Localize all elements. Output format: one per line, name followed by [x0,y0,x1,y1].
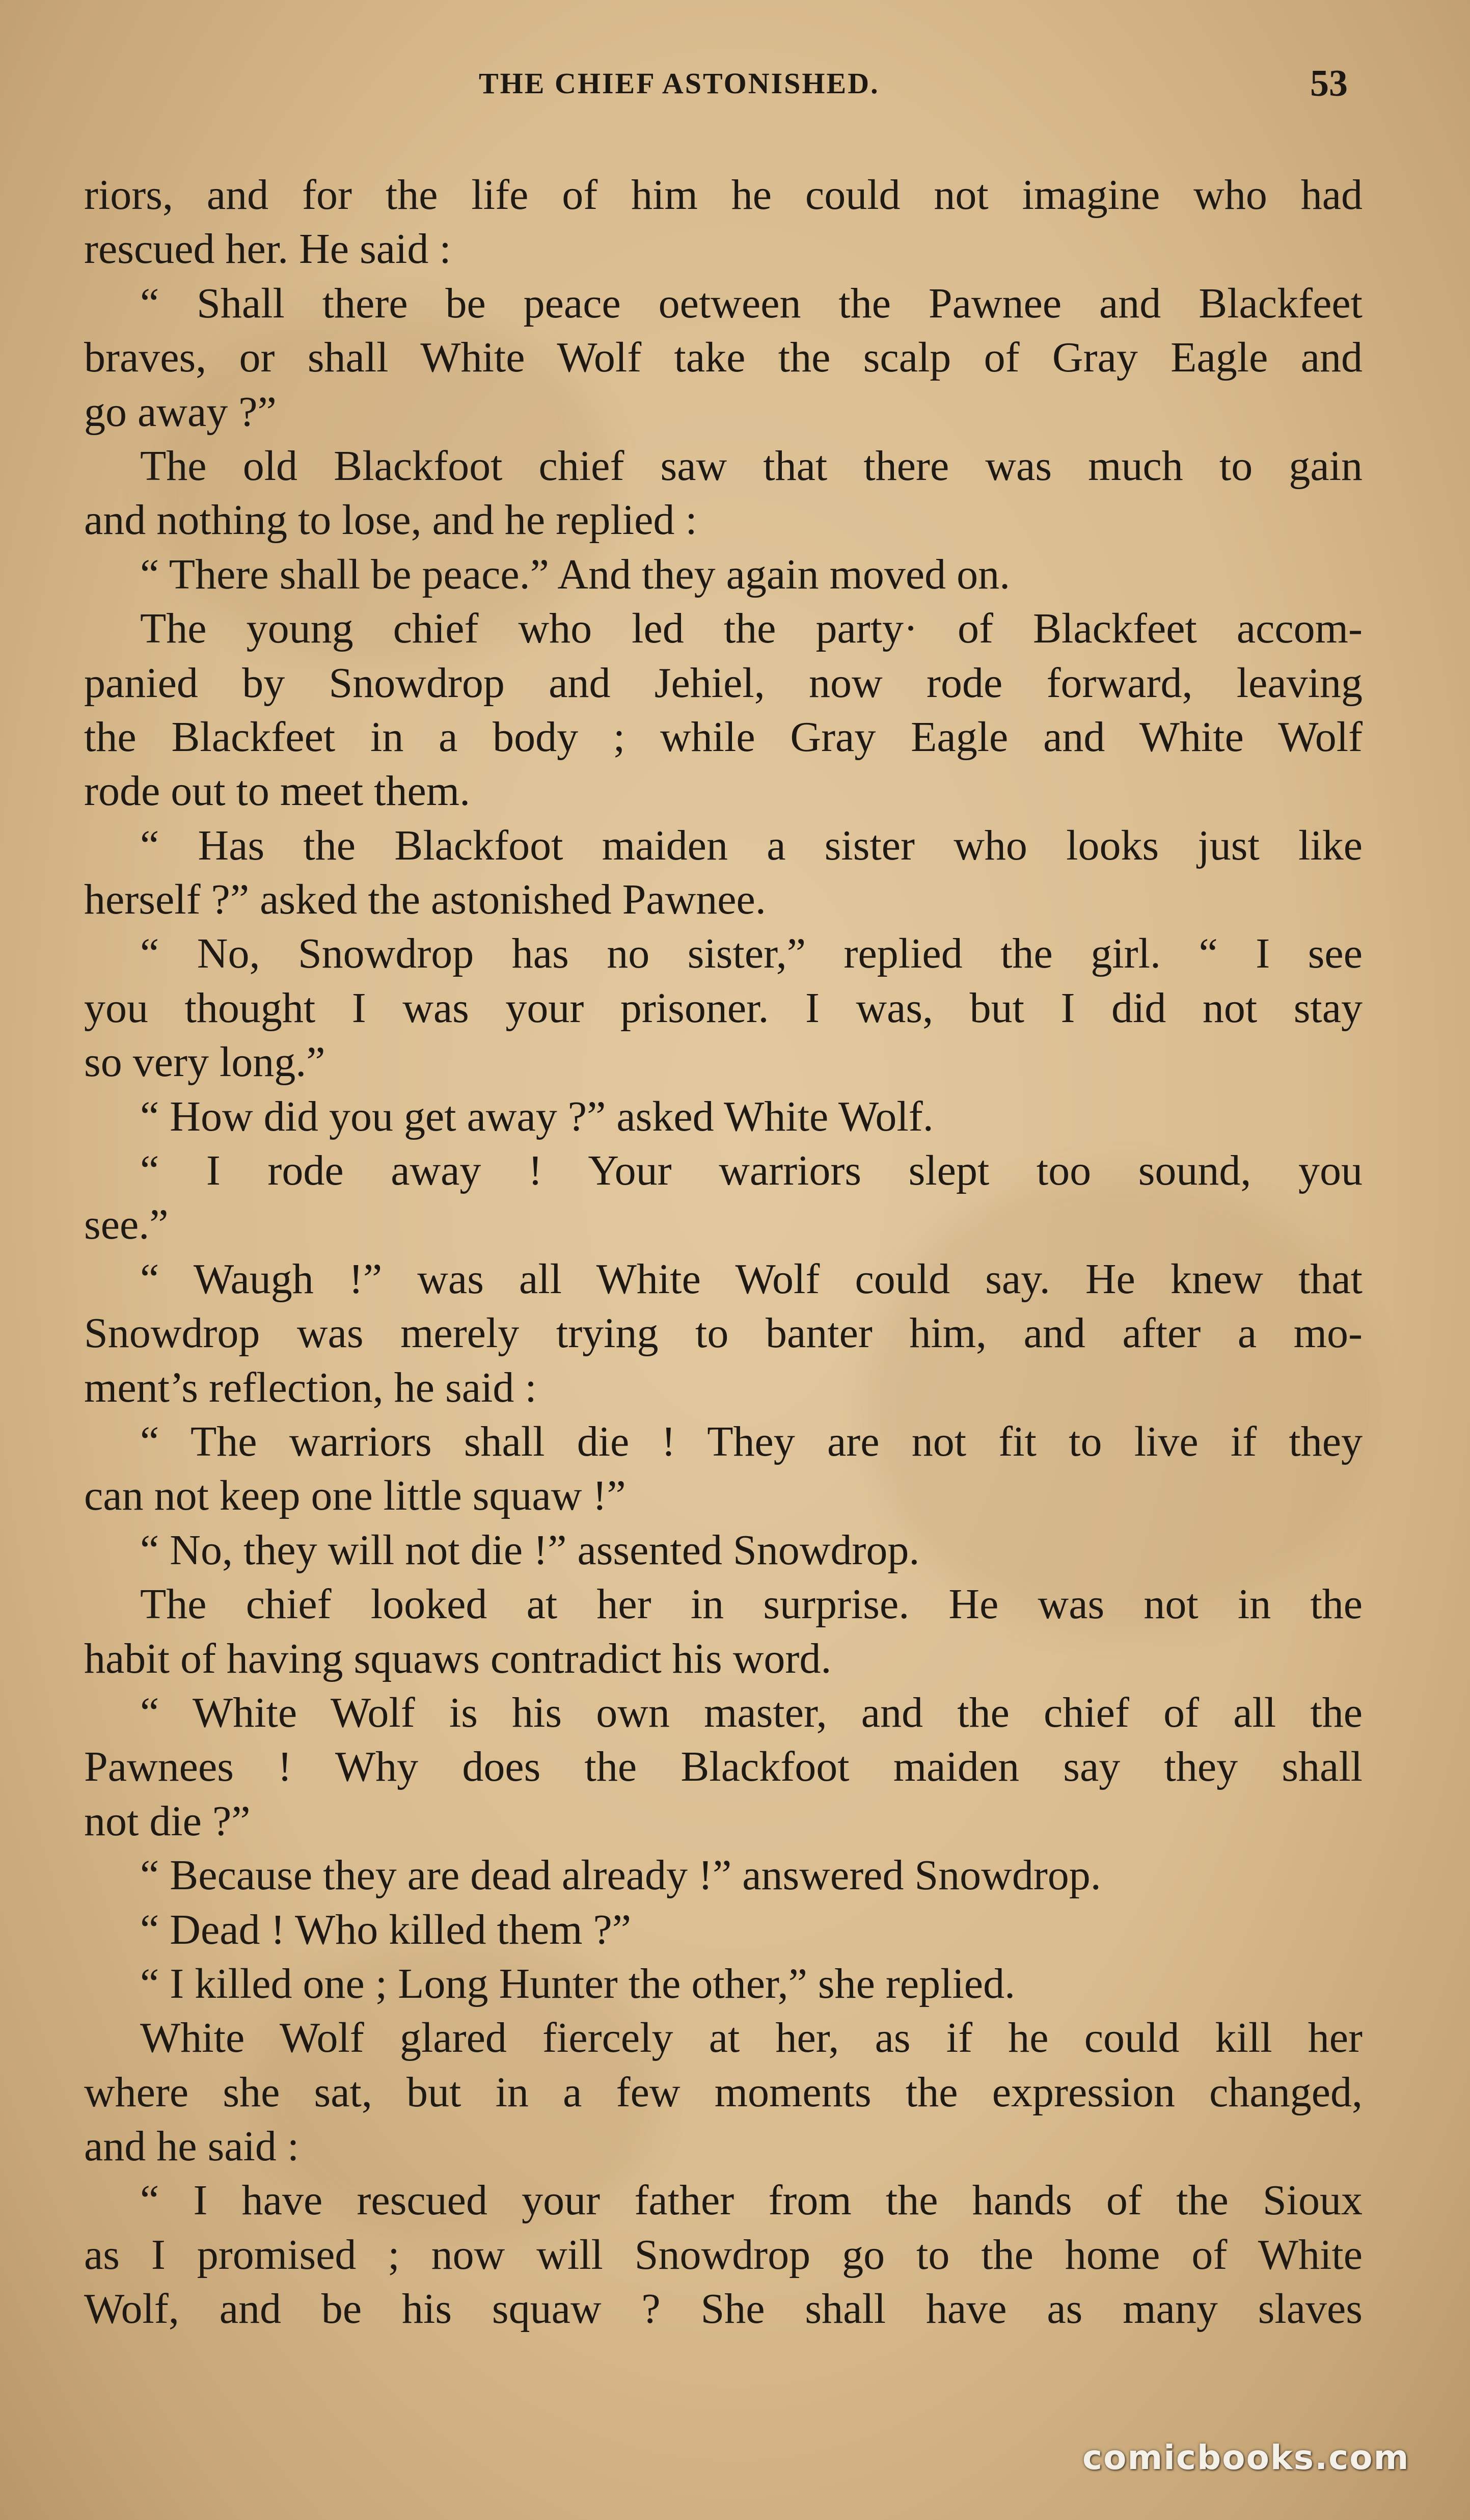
text-line: not die ?” [84,1797,251,1845]
text-line: “ There shall be peace.” And they again moved on. [140,550,1011,598]
text-line: so very long.” [84,1038,325,1086]
text-line: Snowdrop was merely trying to banter him, and after a mo- [84,1309,1363,1357]
text-line: “ The warriors shall die ! They are not fit to live if they [140,1417,1363,1465]
text-line: Pawnees ! Why does the Blackfoot maiden say they shall [84,1743,1363,1791]
text-line: see.” [84,1201,169,1249]
text-line: braves, or shall White Wolf take the scalp of Gray Eagle and [84,334,1363,382]
text-line: where she sat, but in a few moments the expression changed, [84,2068,1363,2116]
text-line: herself ?” asked the astonished Pawnee. [84,876,766,924]
text-line: you thought I was your prisoner. I was, but I did not stay [84,984,1363,1032]
text-line: The young chief who led the party· of Blackfeet accom- [140,605,1363,653]
text-line: habit of having squaws contradict his word. [84,1634,832,1682]
text-line: riors, and for the life of him he could not imagine who had [84,171,1363,219]
text-line: “ Has the Blackfoot maiden a sister who looks just like [140,821,1363,869]
text-line: go away ?” [84,388,277,436]
text-line: and nothing to lose, and he replied : [84,496,697,544]
text-line: as I promised ; now will Snowdrop go to the home of White [84,2231,1363,2278]
text-line: The old Blackfoot chief saw that there was much to gain [140,442,1363,490]
text-line: and he said : [84,2123,300,2170]
text-line: ment’s reflection, he said : [84,1363,537,1411]
text-line: “ I killed one ; Long Hunter the other,” she replied. [140,1960,1016,2007]
text-line: panied by Snowdrop and Jehiel, now rode forward, leaving [84,659,1363,707]
text-line: “ Waugh !” was all White Wolf could say. He knew that [140,1255,1363,1303]
text-line: “ How did you get away ?” asked White Wolf. [140,1092,934,1140]
text-line: “ Dead ! Who killed them ?” [140,1906,632,1953]
text-line: “ White Wolf is his own master, and the chief of all the [140,1688,1363,1736]
text-line: “ No, they will not die !” assented Snowdrop. [140,1526,920,1574]
text-line: “ Shall there be peace oetween the Pawnee and Blackfeet [140,279,1363,327]
text-line: “ I have rescued your father from the hands of the Sioux [140,2177,1363,2224]
text-line: “ No, Snowdrop has no sister,” replied the girl. “ I see [140,930,1363,978]
text-line: Wolf, and be his squaw ? She shall have as many slaves [84,2285,1363,2333]
running-head: THE CHIEF ASTONISHED. [479,67,880,100]
text-line: “ I rode away ! Your warriors slept too sound, you [140,1147,1363,1195]
text-line: The chief looked at her in surprise. He was not in the [140,1580,1363,1628]
text-line: White Wolf glared fiercely at her, as if he could kill her [140,2014,1363,2062]
page-header [0,63,1470,117]
site-watermark: comicbooks.com [1082,2438,1410,2477]
body-text [84,168,1363,2337]
text-line: “ Because they are dead already !” answered Snowdrop. [140,1852,1101,1899]
text-line: rescued her. He said : [84,225,451,273]
page-number: 53 [1310,63,1348,104]
text-line: the Blackfeet in a body ; while Gray Eagle and White Wolf [84,713,1363,761]
text-line: can not keep one little squaw !” [84,1472,626,1520]
text-line: rode out to meet them. [84,767,471,815]
